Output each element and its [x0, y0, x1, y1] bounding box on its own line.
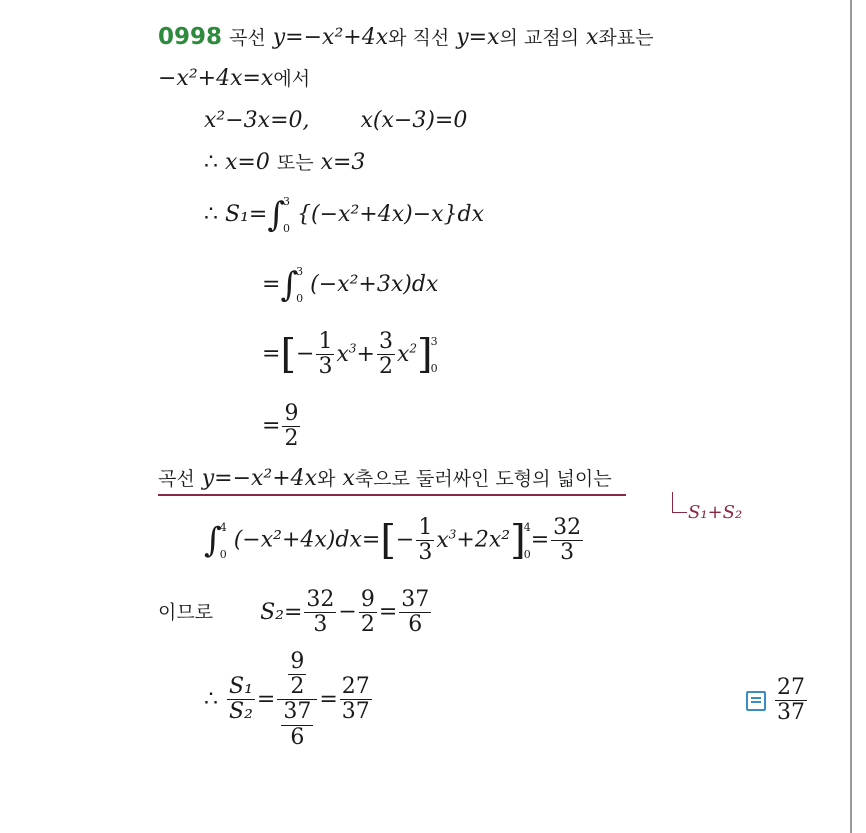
integral-sign: ∫ [204, 520, 222, 561]
s1-integrand: {(−x²+4x)−x}dx [297, 202, 485, 227]
x-variable: x [585, 25, 599, 50]
fraction-32-3: $\frac{32}{3}$ [306, 587, 335, 638]
page-right-border [850, 0, 852, 833]
s2-line: 이므로 S₂= $\frac{32}{3}$ − $\frac{9}{2}$ = $\frac{37}{6}$ [158, 587, 430, 638]
fraction-one-third: $\frac{1}{3}$ [418, 515, 433, 566]
fraction-37-6: $\frac{37}{6}$ [401, 587, 430, 638]
solution-a: x=0 [225, 150, 270, 175]
line-equation: y=x [456, 25, 500, 50]
fraction-9-2: $\frac{9}{2}$ [360, 587, 375, 638]
solution-line [204, 152, 365, 174]
quadratic-line [204, 110, 467, 132]
term-two-x-squared: +2x² [456, 527, 511, 553]
s1-label: S₁= [225, 202, 268, 227]
factored-equation: x(x−3)=0 [360, 108, 468, 133]
area-result-fraction: $\frac{32}{3}$ [553, 515, 582, 566]
integral-sign: ∫ [267, 195, 286, 235]
text-intersection: 의 교점의 [499, 27, 579, 49]
compound-fraction: $\frac{\frac{9}{2}}{\frac{37}{6}}$ [277, 650, 317, 750]
text-and-line: 와 직선 [388, 27, 450, 49]
integral-limits: 4 0 [219, 520, 227, 561]
s2-label: S₂= [260, 599, 303, 625]
fraction-three-halves: $\frac{3}{2}$ [378, 329, 393, 380]
text-therefore-since: 이므로 [158, 601, 214, 624]
ratio-result-fraction: $\frac{27}{37}$ [341, 674, 370, 725]
ratio-s1-over-s2: $\frac{\text{S₁}}{\text{S₂}}$ [229, 674, 253, 725]
answer-fraction: $\frac{27}{37}$ [777, 675, 805, 726]
integral-limits: 3 0 [283, 195, 291, 235]
therefore-symbol: ∴ [204, 686, 218, 712]
curve-equation: y=−x²+4x [272, 25, 389, 50]
s1-step2-integrand: (−x²+3x)dx [310, 272, 439, 297]
bracket-limits: 3 0 [430, 334, 438, 375]
integral-sign: ∫ [280, 265, 299, 305]
fraction-one-third: $\frac{1}{3}$ [318, 329, 333, 380]
s1-step2-line: =∫ 3 0 (−x²+3x)dx [262, 265, 439, 305]
answer [746, 676, 809, 725]
text-from: 에서 [273, 68, 311, 90]
bracket-limits: 4 0 [523, 520, 531, 561]
text-coordinate: 좌표는 [598, 27, 654, 49]
text-curve: 곡선 [229, 27, 266, 49]
therefore-symbol: ∴ [204, 150, 218, 175]
annotation-s1-plus-s2: S₁+S₂ [688, 502, 743, 523]
area-integral-line: ∫ 4 0 (−x²+4x)dx=[− $\frac{1}{3}$ $x^3+2x^2$] 4 0 = $\frac{32}{3}$ [204, 515, 582, 566]
solution-b: x=3 [320, 150, 366, 175]
area-sentence [158, 468, 626, 490]
answer-icon [746, 691, 766, 711]
s1-result-line: = $\frac{9}{2}$ [262, 401, 299, 452]
problem-number: 0998 [158, 24, 223, 50]
therefore-symbol: ∴ [204, 202, 218, 227]
s1-result-fraction: $\frac{9}{2}$ [284, 401, 299, 452]
equation-setup [158, 68, 310, 90]
s1-integral-line [204, 196, 484, 234]
s1-antiderivative-line: =[− $\frac{1}{3}$ $x^3+$ $\frac{3}{2}$ $x^2$] 3 0 [262, 329, 438, 380]
text-or: 또는 [276, 152, 314, 174]
area-integrand: (−x²+4x)dx= [233, 527, 381, 553]
annotation-hook [672, 492, 687, 513]
ratio-line: ∴ $\frac{\text{S₁}}{\text{S₂}}$ = $\frac{\frac{9}{2}}{\frac{37}{6}}$ = $\frac{27}{37}$ [204, 649, 370, 750]
problem-statement [158, 26, 653, 49]
quadratic-equation: x²−3x=0, [204, 108, 310, 133]
setup-equation: −x²+4x=x [158, 66, 274, 91]
underlined-sentence: 곡선 y=−x²+4x와 x축으로 둘러싸인 도형의 넓이는 [158, 466, 626, 496]
integral-limits: 3 0 [296, 265, 304, 305]
